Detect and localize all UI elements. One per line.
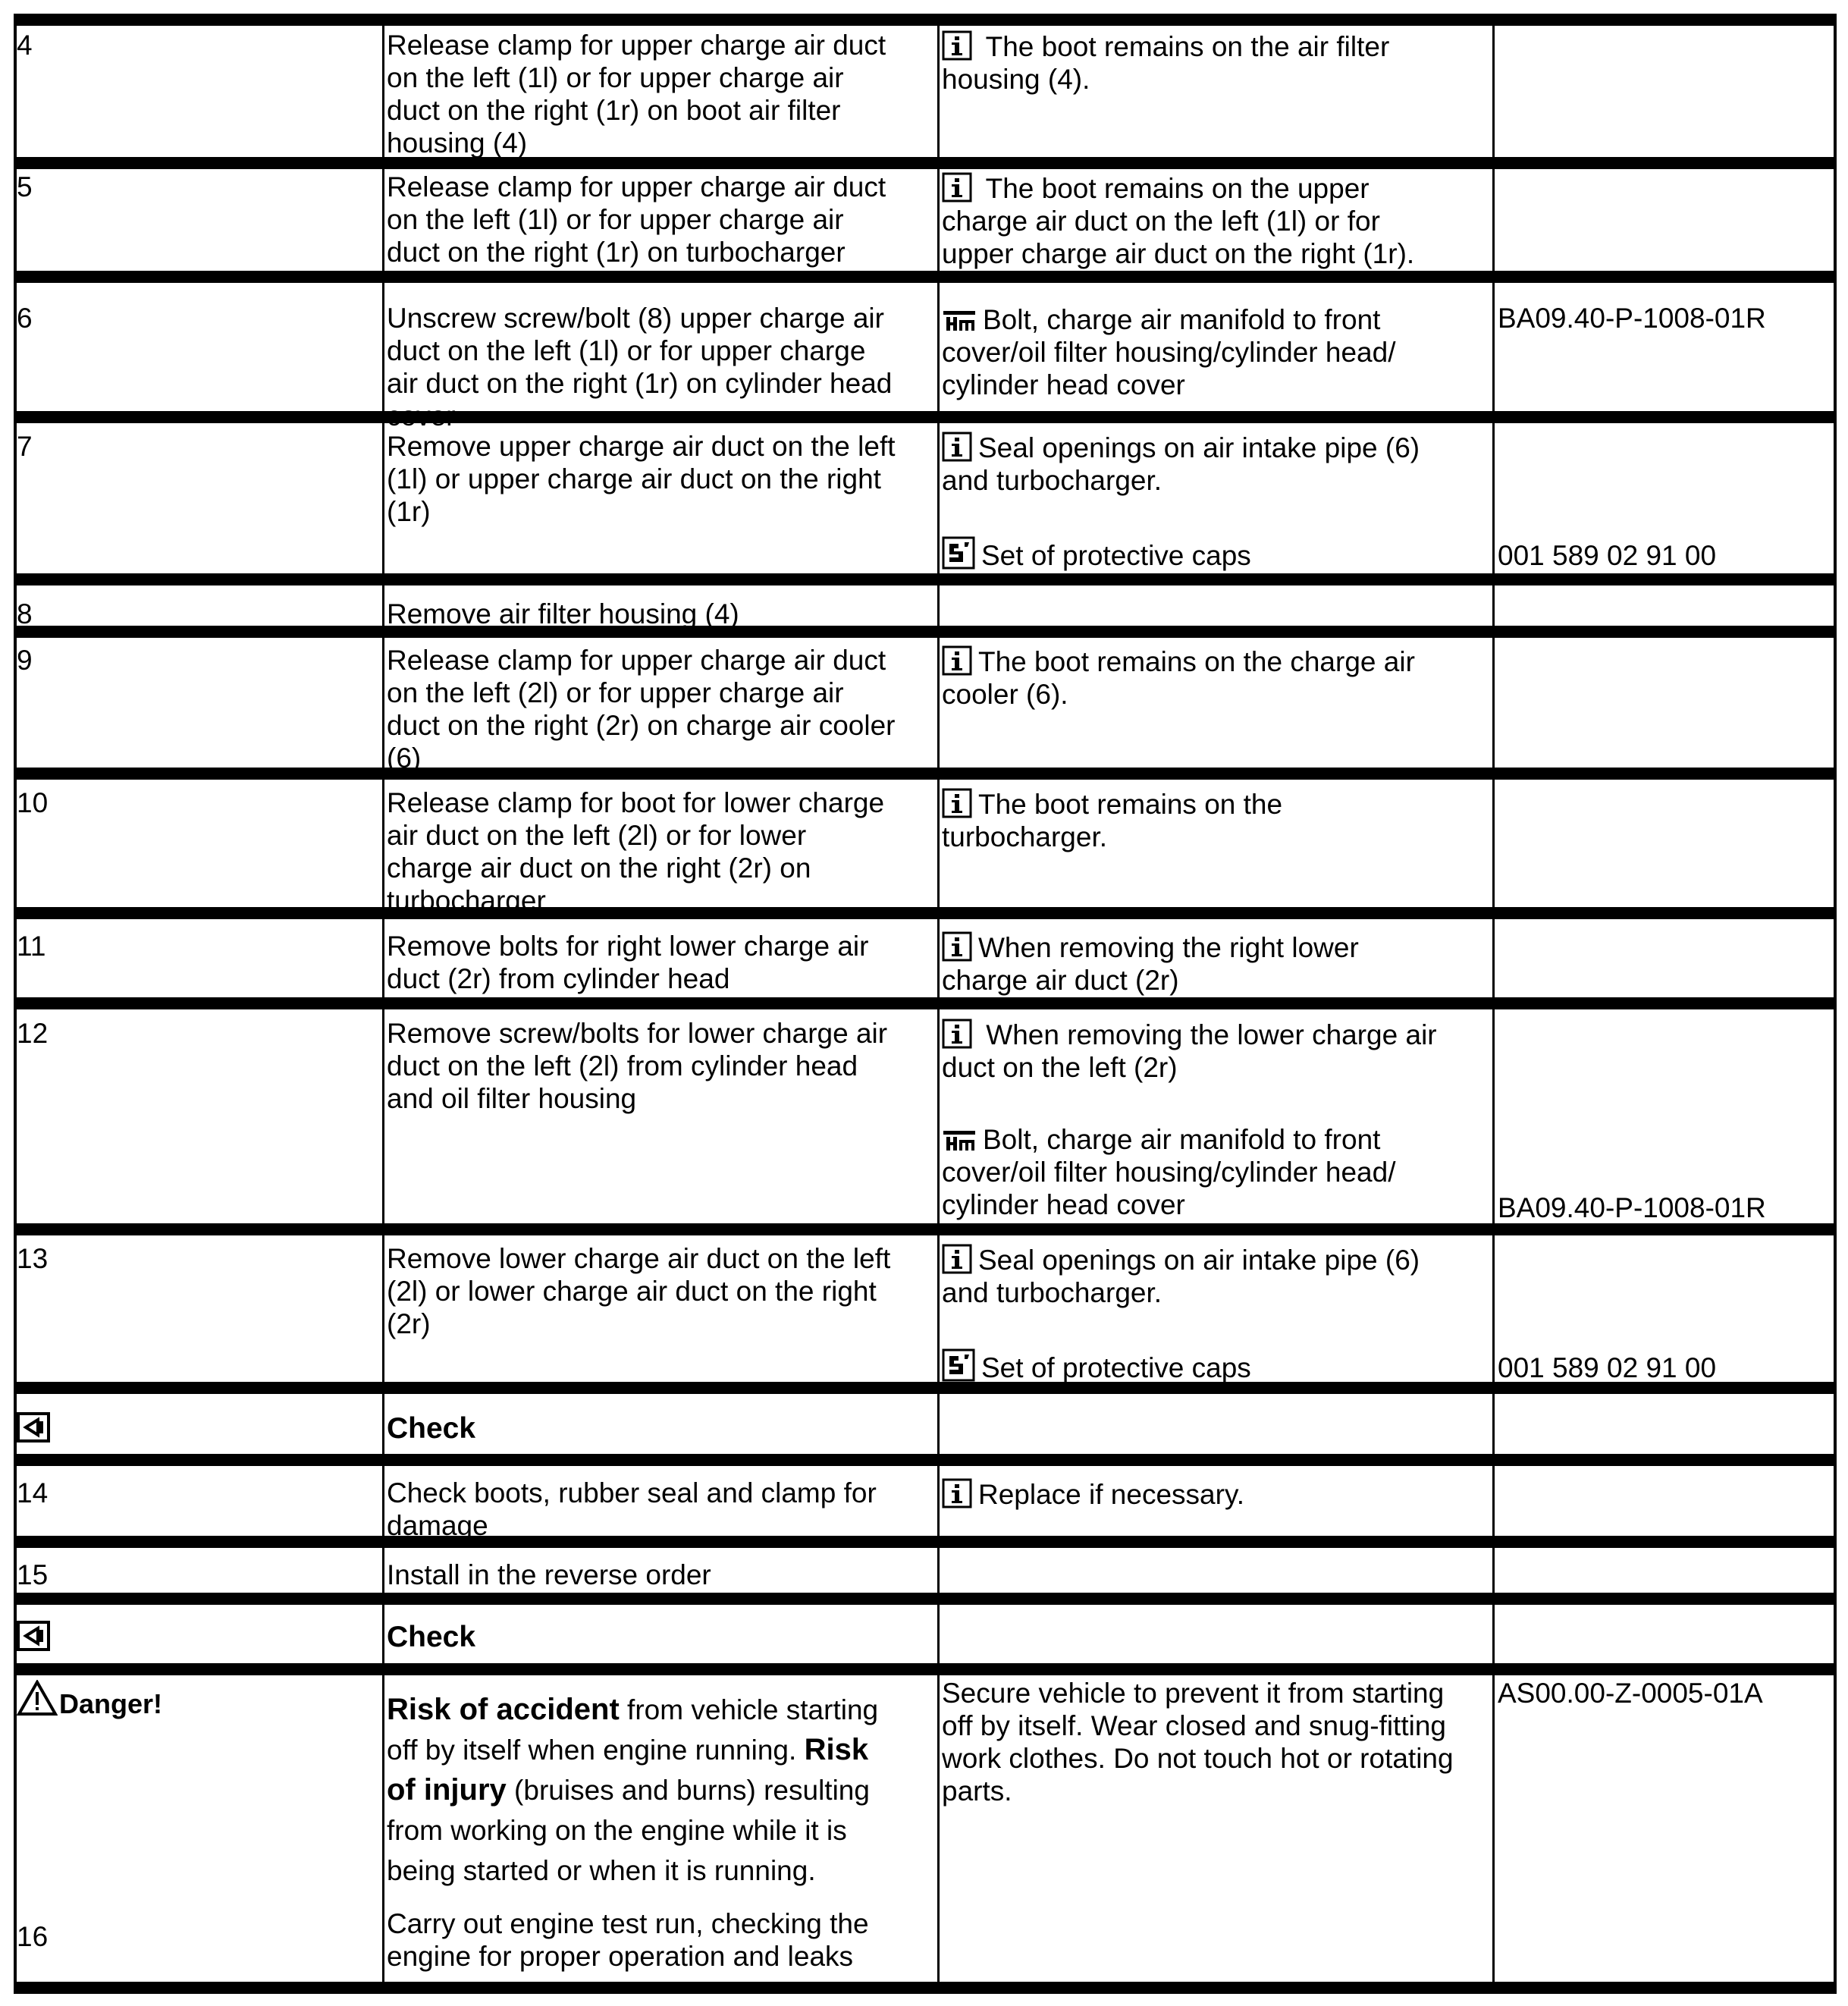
note-line-text: The boot remains on the	[978, 789, 1283, 820]
row-separator	[14, 1454, 1837, 1466]
danger-text-5: being started or when it is running.	[387, 1855, 816, 1886]
danger-note-line: work clothes. Do not touch hot or rotating	[942, 1743, 1454, 1774]
note-line	[942, 1244, 1465, 1276]
info-icon	[942, 645, 972, 676]
danger-note-line: off by itself. Wear closed and snug-fitting	[942, 1710, 1446, 1741]
note-line-text: cylinder head cover	[942, 1189, 1185, 1220]
note-line	[942, 1188, 1465, 1221]
note-line	[942, 821, 1465, 853]
note-line	[942, 336, 1465, 369]
check-marker	[14, 1621, 373, 1653]
note-line-text: Bolt, charge air manifold to front	[983, 1124, 1381, 1155]
note-line-text: cylinder head cover	[942, 369, 1185, 400]
note-line-text: Set of protective caps	[981, 1352, 1251, 1383]
note-line-text: The boot remains on the charge air	[978, 646, 1415, 677]
step-number: 11	[17, 931, 46, 962]
note-line	[942, 30, 1465, 63]
action-line: Remove upper charge air duct on the left	[387, 431, 896, 462]
action-line: air duct on the right (1r) on cylinder head	[387, 368, 893, 399]
note-block	[942, 788, 1465, 853]
note-line-text: cooler (6).	[942, 679, 1068, 710]
note-text	[942, 30, 1465, 96]
note-text	[942, 931, 1465, 997]
action-line: Check boots, rubber seal and clamp for	[387, 1477, 877, 1508]
info-icon	[942, 1019, 972, 1049]
info-icon	[942, 1478, 972, 1508]
row-separator	[14, 768, 1837, 780]
action-line: on the left (1l) or for upper charge air	[387, 62, 844, 93]
note-line-text: duct on the left (2r)	[942, 1052, 1178, 1083]
step-number: 10	[17, 787, 49, 818]
note-line-text: and turbocharger.	[942, 465, 1162, 496]
action-text	[387, 29, 918, 159]
action-line: Check	[387, 1621, 476, 1653]
row-separator	[14, 14, 1837, 26]
action-line: Install in the reverse order	[387, 1559, 711, 1590]
action-line: and oil filter housing	[387, 1083, 637, 1114]
row-separator	[14, 1593, 1837, 1605]
action-line: duct on the left (1l) or for upper charge	[387, 335, 866, 366]
danger-label	[14, 1680, 373, 1720]
note-block	[942, 172, 1465, 270]
action-text	[387, 430, 918, 528]
note-line-text: and turbocharger.	[942, 1277, 1162, 1308]
info-icon	[942, 931, 972, 962]
note-line	[942, 172, 1465, 205]
note-line	[942, 1019, 1465, 1051]
danger-text-2: off by itself when engine running.	[387, 1734, 805, 1766]
action-line: Remove lower charge air duct on the left	[387, 1243, 891, 1274]
reference-link[interactable]: BA09.40-P-1008-01R	[1498, 1192, 1766, 1223]
action-line: duct (2r) from cylinder head	[387, 963, 730, 994]
note-line	[942, 464, 1465, 497]
note-line	[942, 1051, 1465, 1084]
note-line	[942, 63, 1465, 96]
action-line: (2r)	[387, 1308, 431, 1339]
check-marker	[14, 1412, 373, 1445]
row-separator	[14, 997, 1837, 1009]
action-line: (1r)	[387, 496, 431, 527]
note-text	[942, 432, 1465, 572]
action-line: housing (4)	[387, 127, 528, 159]
note-line-text: When removing the lower charge air	[978, 1019, 1437, 1050]
action-line: duct on the right (2r) on charge air cooler	[387, 710, 896, 741]
note-block	[942, 1123, 1465, 1221]
action-line: Release clamp for upper charge air duct	[387, 171, 886, 202]
row-separator	[14, 271, 1837, 283]
note-line-text: Bolt, charge air manifold to front	[983, 304, 1381, 335]
reference-link[interactable]: BA09.40-P-1008-01R	[1498, 303, 1766, 334]
note-block	[942, 645, 1465, 711]
row-separator	[14, 1536, 1837, 1548]
reference-link[interactable]: 001 589 02 91 00	[1498, 540, 1717, 571]
info-icon	[942, 788, 972, 818]
note-line	[942, 1276, 1465, 1309]
note-line	[942, 1348, 1465, 1384]
action-line: (6)	[387, 742, 422, 774]
step-number: 4	[17, 30, 33, 61]
risk-of-accident-text: Risk of accident	[387, 1693, 620, 1726]
note-line	[942, 678, 1465, 711]
note-line	[942, 1156, 1465, 1188]
check-icon	[17, 1412, 50, 1442]
step-number: 8	[17, 598, 33, 629]
note-line-text: charge air duct on the left (1l) or for	[942, 206, 1380, 237]
info-icon	[942, 432, 972, 462]
note-text	[942, 1478, 1465, 1511]
note-text	[942, 172, 1465, 270]
danger-note-line: parts.	[942, 1775, 1012, 1807]
action-text	[387, 1559, 918, 1591]
row-separator	[14, 1223, 1837, 1235]
note-line	[942, 1123, 1465, 1156]
row-separator	[14, 411, 1837, 423]
note-line-text: cover/oil filter housing/cylinder head/	[942, 1157, 1396, 1188]
torque-icon	[942, 1128, 977, 1154]
note-block	[942, 1019, 1465, 1084]
action-line: (1l) or upper charge air duct on the right	[387, 463, 881, 494]
note-text	[942, 645, 1465, 711]
row-separator	[14, 907, 1837, 919]
note-block	[942, 536, 1465, 572]
action-text	[387, 644, 918, 774]
action-line: cover	[387, 400, 456, 432]
action-line: (2l) or lower charge air duct on the right	[387, 1276, 877, 1307]
info-icon	[942, 30, 972, 61]
tool-icon	[942, 536, 975, 570]
action-line: Check	[387, 1412, 476, 1445]
check-icon	[17, 1621, 50, 1651]
step-number: 5	[17, 171, 33, 202]
info-icon	[942, 1244, 972, 1274]
danger-text-1: from vehicle starting	[619, 1694, 879, 1725]
row-separator	[14, 573, 1837, 585]
note-line-text: housing (4).	[942, 64, 1090, 95]
action-text	[387, 786, 918, 917]
reference-link[interactable]: 001 589 02 91 00	[1498, 1352, 1717, 1383]
danger-label-text: Danger!	[59, 1688, 163, 1719]
note-line-text: Seal openings on air intake pipe (6)	[978, 1245, 1420, 1276]
note-line	[942, 964, 1465, 997]
row-separator	[14, 1663, 1837, 1675]
note-line-text: turbocharger.	[942, 821, 1108, 852]
danger-description	[387, 1690, 918, 1891]
tool-icon	[942, 1348, 975, 1382]
row-separator	[14, 157, 1837, 169]
danger-note-line: Secure vehicle to prevent it from starting	[942, 1678, 1445, 1709]
check-heading	[387, 1621, 918, 1653]
check-heading	[387, 1412, 918, 1445]
note-line-text: Replace if necessary.	[978, 1479, 1244, 1510]
torque-icon	[942, 308, 977, 334]
note-line-text: When removing the right lower	[978, 932, 1359, 963]
note-block	[942, 432, 1465, 497]
action-text	[387, 1017, 918, 1115]
danger-note	[942, 1677, 1465, 1807]
action-line: Remove screw/bolts for lower charge air	[387, 1018, 888, 1049]
note-line	[942, 303, 1465, 336]
step-number: 6	[17, 303, 33, 334]
step-number: 14	[17, 1477, 49, 1508]
note-block	[942, 1348, 1465, 1384]
note-line	[942, 237, 1465, 270]
warning-triangle-icon	[17, 1680, 58, 1716]
action-text	[387, 598, 918, 630]
row-separator	[14, 1982, 1837, 1994]
note-line	[942, 931, 1465, 964]
note-block	[942, 303, 1465, 401]
note-line	[942, 1478, 1465, 1511]
action-text	[387, 1242, 918, 1340]
note-line	[942, 536, 1465, 572]
info-icon	[942, 172, 972, 202]
action-line: on the left (1l) or for upper charge air	[387, 204, 844, 235]
danger-text-4: from working on the engine while it is	[387, 1815, 847, 1846]
action-line: duct on the left (2l) from cylinder head	[387, 1050, 858, 1081]
note-text	[942, 303, 1465, 401]
risk-text: Risk	[804, 1733, 869, 1766]
final-action	[387, 1907, 918, 1973]
action-text	[387, 1477, 918, 1542]
note-block	[942, 1478, 1465, 1511]
note-block	[942, 30, 1465, 96]
action-line: charge air duct on the right (2r) on	[387, 852, 811, 884]
action-text	[387, 171, 918, 268]
step-number: 7	[17, 431, 33, 462]
danger-reference[interactable]: AS00.00-Z-0005-01A	[1498, 1678, 1763, 1709]
danger-text-3: (bruises and burns) resulting	[506, 1775, 870, 1806]
action-line: Release clamp for upper charge air duct	[387, 645, 886, 676]
step-number: 9	[17, 645, 33, 676]
action-text	[387, 302, 918, 432]
action-line: damage	[387, 1510, 488, 1541]
note-line-text: Set of protective caps	[981, 540, 1251, 571]
note-line-text: Seal openings on air intake pipe (6)	[978, 432, 1420, 463]
final-action-line: Carry out engine test run, checking the	[387, 1908, 869, 1939]
note-block	[942, 1244, 1465, 1309]
action-line: Remove air filter housing (4)	[387, 598, 739, 629]
action-line: turbocharger	[387, 885, 546, 916]
action-line: Unscrew screw/bolt (8) upper charge air	[387, 303, 884, 334]
of-injury-text: of injury	[387, 1773, 507, 1807]
final-action-line: engine for proper operation and leaks	[387, 1941, 854, 1972]
note-line	[942, 788, 1465, 821]
action-text	[387, 930, 918, 995]
note-line-text: charge air duct (2r)	[942, 965, 1179, 996]
step-number: 16	[17, 1921, 49, 1952]
note-line-text: The boot remains on the upper	[978, 173, 1370, 204]
note-block	[942, 931, 1465, 997]
note-line	[942, 369, 1465, 401]
note-line	[942, 645, 1465, 678]
note-line	[942, 432, 1465, 464]
action-line: air duct on the left (2l) or for lower	[387, 820, 807, 851]
action-line: Release clamp for boot for lower charge	[387, 787, 885, 818]
step-number: 15	[17, 1559, 49, 1590]
note-line-text: The boot remains on the air filter	[978, 31, 1390, 62]
action-line: Release clamp for upper charge air duct	[387, 30, 886, 61]
note-line-text: upper charge air duct on the right (1r).	[942, 238, 1415, 269]
note-line-text: cover/oil filter housing/cylinder head/	[942, 337, 1396, 368]
step-number: 13	[17, 1243, 49, 1274]
action-line: duct on the right (1r) on turbocharger	[387, 237, 846, 268]
note-text	[942, 1019, 1465, 1221]
action-line: Remove bolts for right lower charge air	[387, 931, 869, 962]
note-text	[942, 788, 1465, 853]
note-line	[942, 205, 1465, 237]
action-line: duct on the right (1r) on boot air filter	[387, 95, 841, 126]
note-text	[942, 1244, 1465, 1384]
action-line: on the left (2l) or for upper charge air	[387, 677, 844, 708]
step-number: 12	[17, 1018, 49, 1049]
